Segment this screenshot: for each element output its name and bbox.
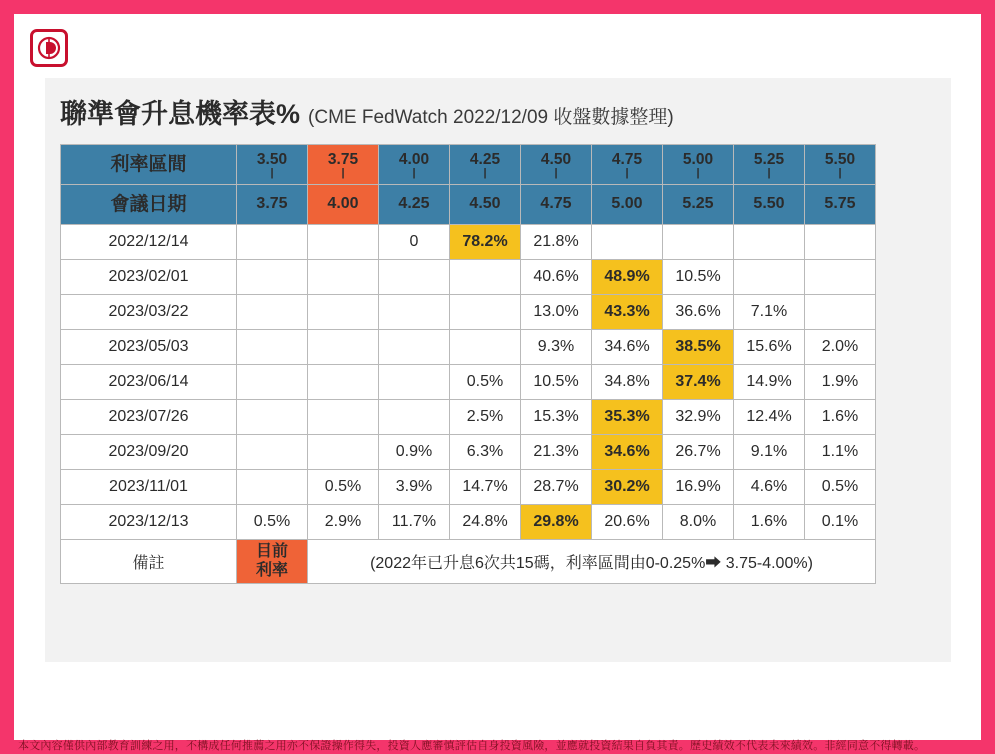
header-col-6-bottom: 5.25 bbox=[663, 185, 734, 225]
row-2-col-5: 43.3% bbox=[592, 295, 663, 330]
row-8-date: 2023/12/13 bbox=[61, 505, 237, 540]
row-3-col-3 bbox=[450, 330, 521, 365]
row-6-col-6: 26.7% bbox=[663, 435, 734, 470]
current-rate-badge-line1: 目前 bbox=[255, 543, 288, 561]
header-col-5-top-value: 4.75 bbox=[611, 151, 643, 169]
header-col-3-divider: | bbox=[483, 166, 487, 179]
row-6-col-3: 6.3% bbox=[450, 435, 521, 470]
row-7-col-7: 4.6% bbox=[734, 470, 805, 505]
header-col-1-top-value: 3.75 bbox=[327, 151, 359, 169]
header-col-4-bottom: 4.75 bbox=[521, 185, 592, 225]
header-col-8-top bbox=[805, 145, 876, 185]
header-col-4-top-value: 4.50 bbox=[540, 151, 572, 169]
row-3-col-7: 15.6% bbox=[734, 330, 805, 365]
current-rate-badge bbox=[237, 540, 308, 584]
row-4-col-5: 34.8% bbox=[592, 365, 663, 400]
header-col-4-divider: | bbox=[554, 166, 558, 179]
row-6-col-2: 0.9% bbox=[379, 435, 450, 470]
row-1-col-2 bbox=[379, 260, 450, 295]
row-2-col-6: 36.6% bbox=[663, 295, 734, 330]
header-col-1-divider: | bbox=[341, 166, 345, 179]
row-7-col-1: 0.5% bbox=[308, 470, 379, 505]
header-col-4-top bbox=[521, 145, 592, 185]
header-col-3-top-value: 4.25 bbox=[469, 151, 501, 169]
row-4-col-6: 37.4% bbox=[663, 365, 734, 400]
row-4-col-1 bbox=[308, 365, 379, 400]
row-7-col-2: 3.9% bbox=[379, 470, 450, 505]
row-2-col-7: 7.1% bbox=[734, 295, 805, 330]
table-note-row bbox=[61, 540, 876, 584]
header-col-3-bottom: 4.50 bbox=[450, 185, 521, 225]
header-col-3-top bbox=[450, 145, 521, 185]
row-1-col-3 bbox=[450, 260, 521, 295]
row-5-col-6: 32.9% bbox=[663, 400, 734, 435]
row-2-col-0 bbox=[237, 295, 308, 330]
header-col-8-divider: | bbox=[838, 166, 842, 179]
row-4-col-2 bbox=[379, 365, 450, 400]
frame-border-left bbox=[0, 0, 14, 754]
table-row bbox=[61, 260, 876, 295]
header-col-6-divider: | bbox=[696, 166, 700, 179]
row-5-col-8: 1.6% bbox=[805, 400, 876, 435]
header-col-6-top bbox=[663, 145, 734, 185]
row-1-col-6: 10.5% bbox=[663, 260, 734, 295]
frame-border-right bbox=[981, 0, 995, 754]
row-5-col-1 bbox=[308, 400, 379, 435]
row-3-date: 2023/05/03 bbox=[61, 330, 237, 365]
row-4-col-7: 14.9% bbox=[734, 365, 805, 400]
row-7-col-5: 30.2% bbox=[592, 470, 663, 505]
table-header-row-bottom bbox=[61, 185, 876, 225]
header-col-1-bottom: 4.00 bbox=[308, 185, 379, 225]
row-1-col-0 bbox=[237, 260, 308, 295]
header-col-0-top bbox=[237, 145, 308, 185]
row-0-col-0 bbox=[237, 225, 308, 260]
header-col-6-top-value: 5.00 bbox=[682, 151, 714, 169]
row-2-col-2 bbox=[379, 295, 450, 330]
page-title bbox=[60, 92, 674, 131]
row-1-col-4: 40.6% bbox=[521, 260, 592, 295]
report-card bbox=[45, 78, 951, 662]
row-8-col-4: 29.8% bbox=[521, 505, 592, 540]
row-0-col-8 bbox=[805, 225, 876, 260]
row-4-col-0 bbox=[237, 365, 308, 400]
row-5-col-2 bbox=[379, 400, 450, 435]
row-1-date: 2023/02/01 bbox=[61, 260, 237, 295]
table-row bbox=[61, 470, 876, 505]
row-0-col-5 bbox=[592, 225, 663, 260]
brand-logo-icon bbox=[30, 29, 68, 67]
row-5-col-7: 12.4% bbox=[734, 400, 805, 435]
row-3-col-1 bbox=[308, 330, 379, 365]
table-row bbox=[61, 295, 876, 330]
row-2-date: 2023/03/22 bbox=[61, 295, 237, 330]
row-3-col-6: 38.5% bbox=[663, 330, 734, 365]
header-col-7-top-value: 5.25 bbox=[753, 151, 785, 169]
row-5-col-0 bbox=[237, 400, 308, 435]
row-1-col-5: 48.9% bbox=[592, 260, 663, 295]
current-rate-badge-line2: 利率 bbox=[255, 561, 288, 579]
row-8-col-1: 2.9% bbox=[308, 505, 379, 540]
header-col-5-bottom: 5.00 bbox=[592, 185, 663, 225]
row-3-col-2 bbox=[379, 330, 450, 365]
row-0-col-4: 21.8% bbox=[521, 225, 592, 260]
header-col-5-top bbox=[592, 145, 663, 185]
table-row bbox=[61, 505, 876, 540]
header-col-2-bottom: 4.25 bbox=[379, 185, 450, 225]
row-3-col-5: 34.6% bbox=[592, 330, 663, 365]
header-meeting-date-label: 會議日期 bbox=[61, 185, 237, 225]
row-8-col-3: 24.8% bbox=[450, 505, 521, 540]
frame-border-top bbox=[0, 0, 995, 14]
header-col-0-divider: | bbox=[270, 166, 274, 179]
row-4-col-3: 0.5% bbox=[450, 365, 521, 400]
row-6-col-8: 1.1% bbox=[805, 435, 876, 470]
row-2-col-8 bbox=[805, 295, 876, 330]
row-6-date: 2023/09/20 bbox=[61, 435, 237, 470]
row-6-col-7: 9.1% bbox=[734, 435, 805, 470]
header-rate-range-label: 利率區間 bbox=[61, 145, 237, 185]
row-8-col-7: 1.6% bbox=[734, 505, 805, 540]
row-3-col-0 bbox=[237, 330, 308, 365]
row-5-col-5: 35.3% bbox=[592, 400, 663, 435]
row-4-col-4: 10.5% bbox=[521, 365, 592, 400]
header-col-7-top bbox=[734, 145, 805, 185]
row-5-date: 2023/07/26 bbox=[61, 400, 237, 435]
row-8-col-6: 8.0% bbox=[663, 505, 734, 540]
row-6-col-1 bbox=[308, 435, 379, 470]
row-1-col-7 bbox=[734, 260, 805, 295]
row-8-col-0: 0.5% bbox=[237, 505, 308, 540]
row-6-col-0 bbox=[237, 435, 308, 470]
disclaimer-text: 本文內容僅供內部教育訓練之用，不構成任何推薦之用亦不保證操作得失，投資人應審慎評估自身投資風險，並應就投資結果自負其責。歷史績效不代表未來績效。非經同意不得轉載。 bbox=[18, 740, 926, 752]
table-row bbox=[61, 225, 876, 260]
row-2-col-3 bbox=[450, 295, 521, 330]
row-5-col-4: 15.3% bbox=[521, 400, 592, 435]
row-5-col-3: 2.5% bbox=[450, 400, 521, 435]
row-0-col-2: 0 bbox=[379, 225, 450, 260]
note-label: 備註 bbox=[61, 540, 237, 584]
header-col-2-top bbox=[379, 145, 450, 185]
row-6-col-4: 21.3% bbox=[521, 435, 592, 470]
title-main: 聯準會升息機率表% bbox=[60, 99, 301, 129]
row-7-col-0 bbox=[237, 470, 308, 505]
row-3-col-4: 9.3% bbox=[521, 330, 592, 365]
header-col-0-top-value: 3.50 bbox=[256, 151, 288, 169]
row-2-col-4: 13.0% bbox=[521, 295, 592, 330]
row-0-date: 2022/12/14 bbox=[61, 225, 237, 260]
table-header-row-top bbox=[61, 145, 876, 185]
row-3-col-8: 2.0% bbox=[805, 330, 876, 365]
table-row bbox=[61, 400, 876, 435]
row-8-col-8: 0.1% bbox=[805, 505, 876, 540]
row-7-date: 2023/11/01 bbox=[61, 470, 237, 505]
table-row bbox=[61, 365, 876, 400]
row-1-col-1 bbox=[308, 260, 379, 295]
row-0-col-6 bbox=[663, 225, 734, 260]
row-2-col-1 bbox=[308, 295, 379, 330]
row-1-col-8 bbox=[805, 260, 876, 295]
row-7-col-4: 28.7% bbox=[521, 470, 592, 505]
row-4-date: 2023/06/14 bbox=[61, 365, 237, 400]
row-0-col-3: 78.2% bbox=[450, 225, 521, 260]
row-7-col-8: 0.5% bbox=[805, 470, 876, 505]
row-7-col-3: 14.7% bbox=[450, 470, 521, 505]
header-col-8-bottom: 5.75 bbox=[805, 185, 876, 225]
table-row bbox=[61, 435, 876, 470]
row-8-col-2: 11.7% bbox=[379, 505, 450, 540]
title-subtitle: (CME FedWatch 2022/12/09 收盤數據整理) bbox=[308, 107, 674, 128]
note-text: (2022年已升息6次共15碼，利率區間由0-0.25%➡ 3.75-4.00%) bbox=[308, 540, 876, 584]
row-7-col-6: 16.9% bbox=[663, 470, 734, 505]
row-8-col-5: 20.6% bbox=[592, 505, 663, 540]
header-col-0-bottom: 3.75 bbox=[237, 185, 308, 225]
header-col-7-bottom: 5.50 bbox=[734, 185, 805, 225]
header-col-7-divider: | bbox=[767, 166, 771, 179]
header-col-8-top-value: 5.50 bbox=[824, 151, 856, 169]
header-col-2-divider: | bbox=[412, 166, 416, 179]
header-col-5-divider: | bbox=[625, 166, 629, 179]
fed-rate-probability-table bbox=[60, 144, 876, 584]
row-0-col-7 bbox=[734, 225, 805, 260]
row-0-col-1 bbox=[308, 225, 379, 260]
header-col-2-top-value: 4.00 bbox=[398, 151, 430, 169]
row-4-col-8: 1.9% bbox=[805, 365, 876, 400]
row-6-col-5: 34.6% bbox=[592, 435, 663, 470]
header-col-1-top bbox=[308, 145, 379, 185]
table-row bbox=[61, 330, 876, 365]
